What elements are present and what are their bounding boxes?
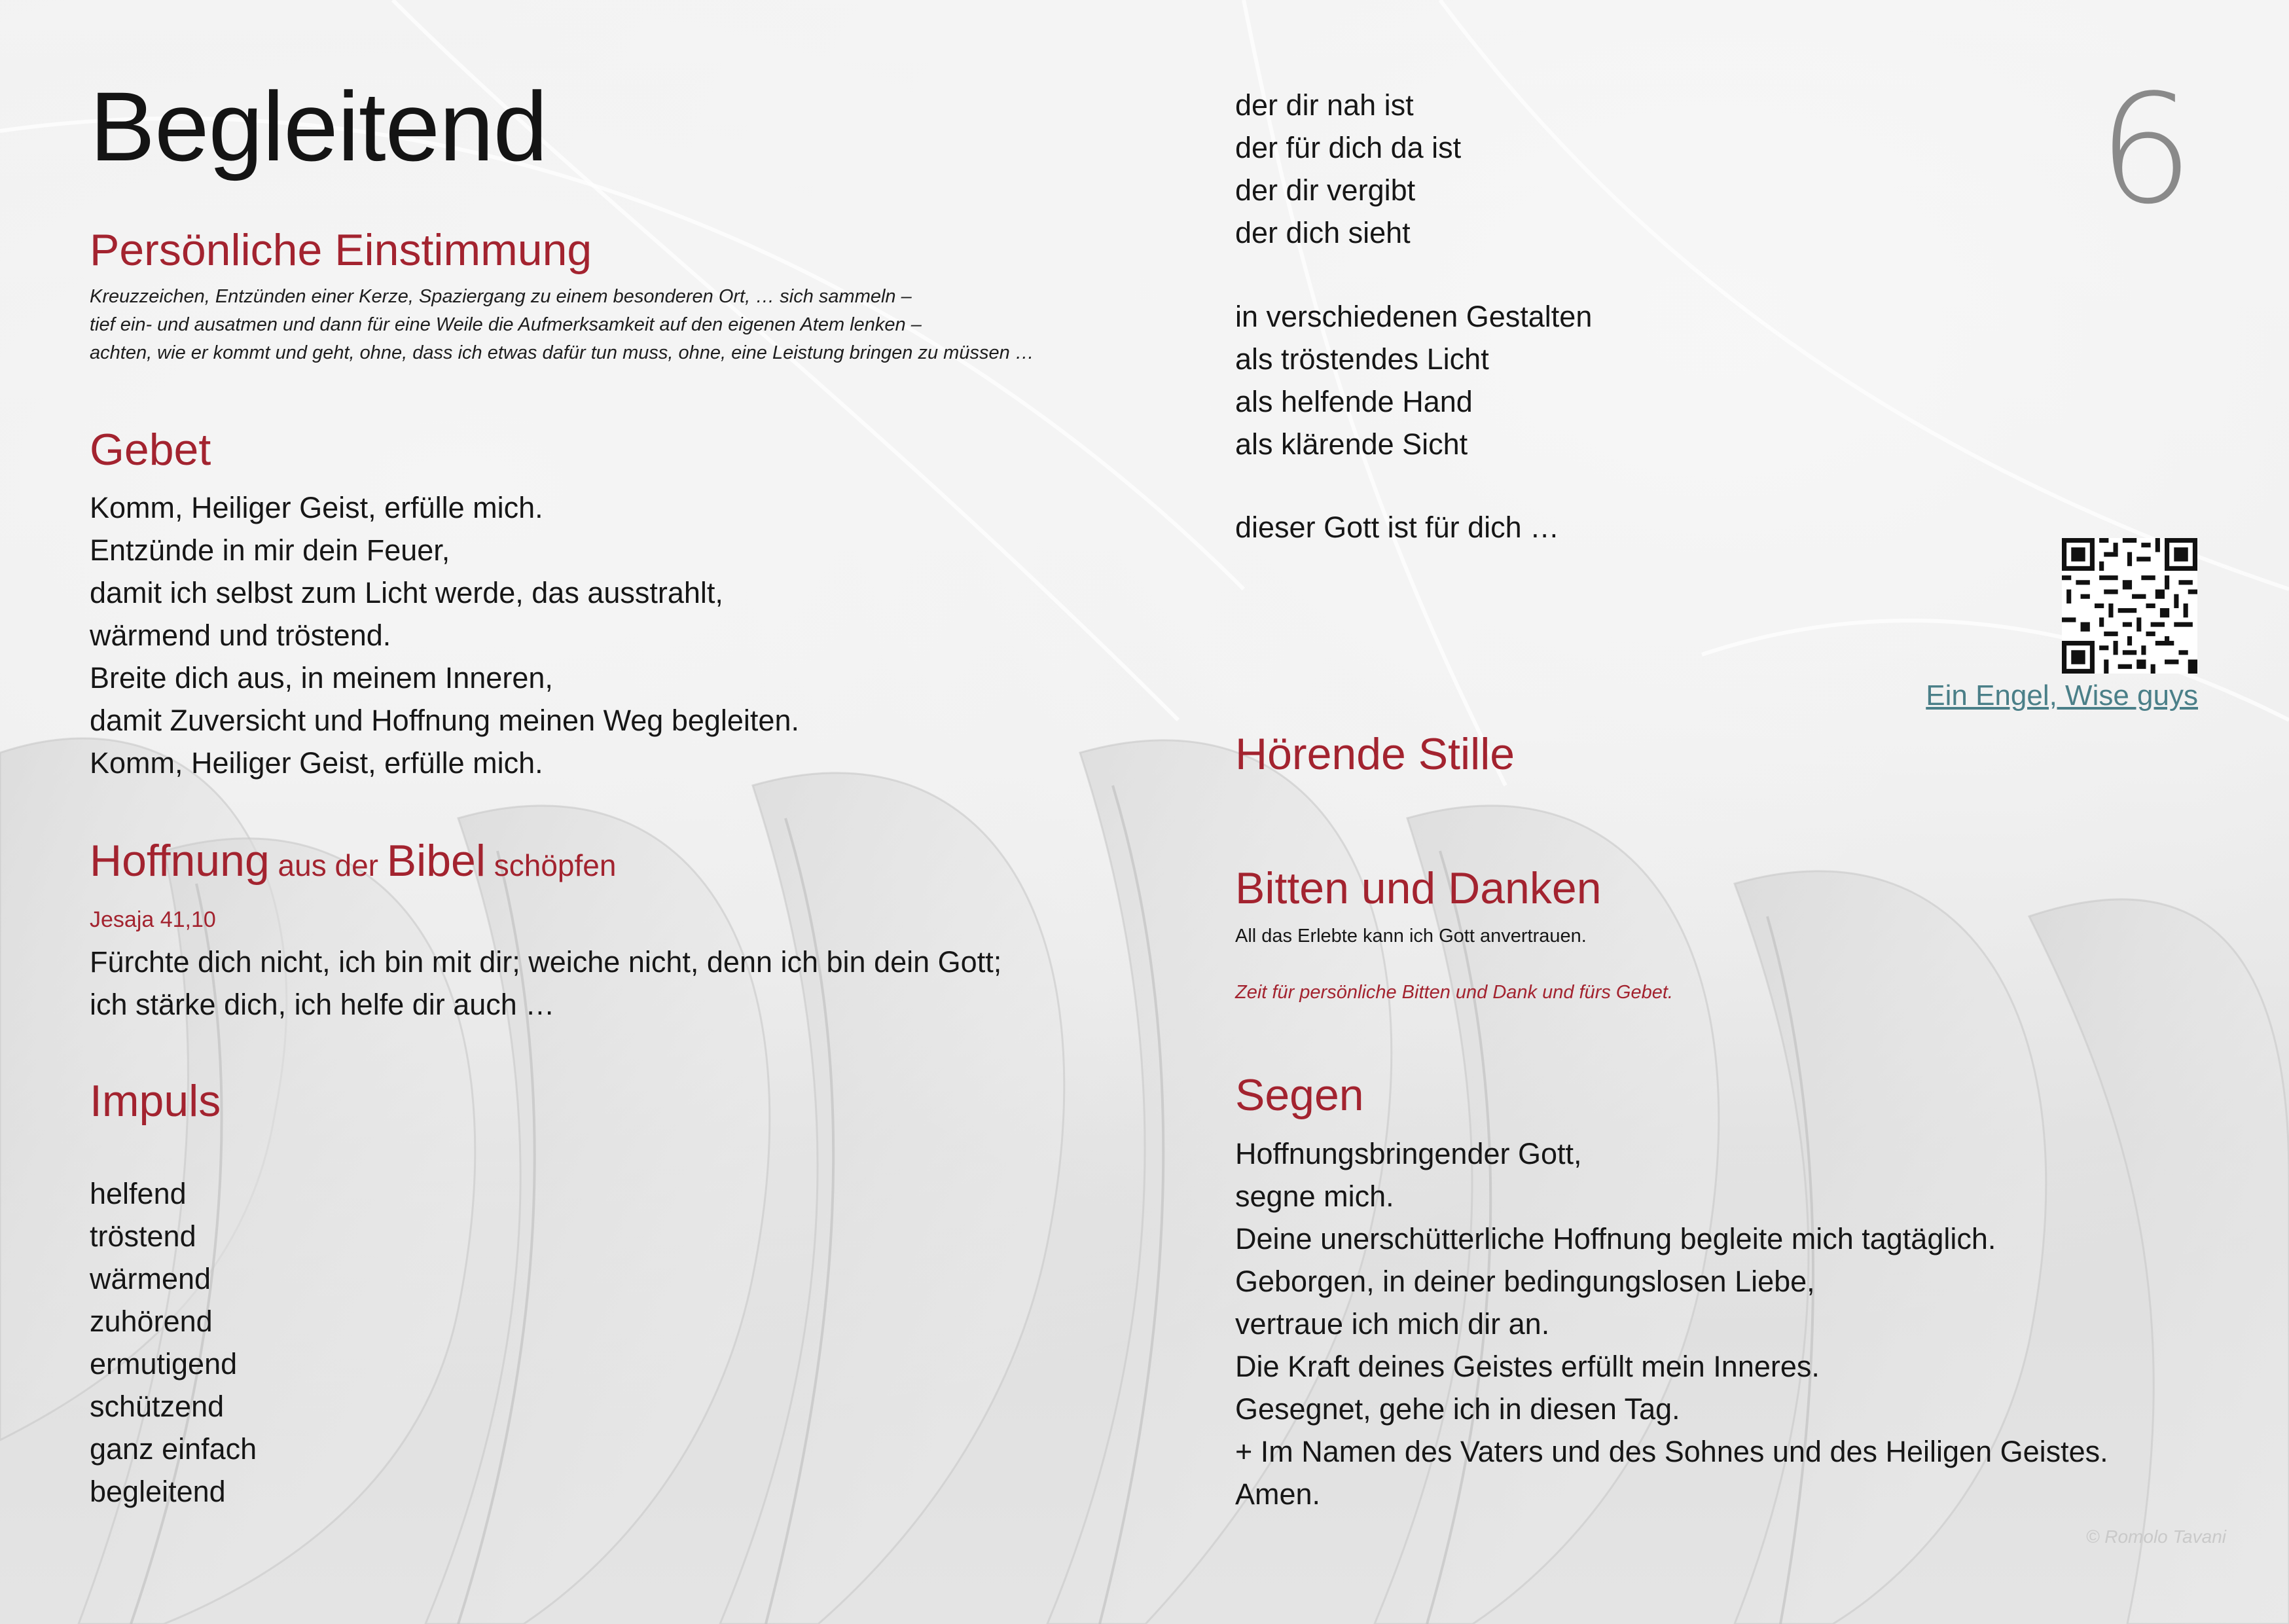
einstimmung-text: Kreuzzeichen, Entzünden einer Kerze, Spaziergang zu einem besonderen Ort, … sich sammeln – tief ein- und ausatmen und dann für eine Weile die Aufmerksamkeit auf den eigenen Atem lenken – achten, wie er kommt und geht, ohne, dass ich etwas dafür tun muss, ohne, eine Leistung bringen zu müssen …	[90, 286, 1034, 363]
qr-code-icon[interactable]	[2062, 538, 2197, 674]
section-heading-einstimmung: Persönliche Einstimmung	[90, 225, 592, 275]
bitten-note: Zeit für persönliche Bitten und Dank und fürs Gebet.	[1235, 982, 1673, 1003]
section-heading-gebet: Gebet	[90, 425, 211, 475]
media-link[interactable]: Ein Engel, Wise guys	[1926, 679, 2198, 712]
impuls-stanza-3: dieser Gott ist für dich …	[1235, 511, 1560, 544]
bitten-text: All das Erlebte kann ich Gott anvertrauen.	[1235, 926, 1587, 947]
page-number: 6	[2098, 63, 2194, 238]
segen-text: Hoffnungsbringender Gott, segne mich. Deine unerschütterliche Hoffnung begleite mich tagtäglich. Geborgen, in deiner bedingungslosen Liebe, vertraue ich mich dir an. Die Kraft deines Geistes erfüllt mein Inneres. Gesegnet, gehe ich in diesen Tag. + Im Namen des Vaters und des Sohnes und des Heiligen Geistes. Amen.	[1235, 1137, 2108, 1511]
bible-reference: Jesaja 41,10	[90, 907, 216, 932]
heading-word-hoffnung: Hoffnung	[90, 836, 270, 886]
bible-verse-text: Fürchte dich nicht, ich bin mit dir; weiche nicht, denn ich bin dein Gott; ich stärke dich, ich helfe dir auch …	[90, 945, 1002, 1021]
heading-word-bibel: Bibel	[386, 836, 486, 886]
gebet-text: Komm, Heiliger Geist, erfülle mich. Entzünde in mir dein Feuer, damit ich selbst zum Licht werde, das ausstrahlt, wärmend und tröstend. Breite dich aus, in meinem Inneren, damit Zuversicht und Hoffnung meinen Weg begleiten. Komm, Heiliger Geist, erfülle mich.	[90, 491, 799, 780]
impuls-stanza-2: in verschiedenen Gestalten als tröstendes Licht als helfende Hand als klärende Sicht	[1235, 300, 1593, 461]
section-heading-impuls: Impuls	[90, 1076, 221, 1126]
section-heading-bitten: Bitten und Danken	[1235, 863, 1602, 913]
photo-credit: © Romolo Tavani	[2085, 1526, 2226, 1547]
section-heading-segen: Segen	[1235, 1070, 1364, 1120]
impuls-text: helfend tröstend wärmend zuhörend ermutigend schützend ganz einfach begleitend	[90, 1177, 257, 1508]
section-heading-stille: Hörende Stille	[1235, 729, 1515, 779]
impuls-stanza-1: der dir nah ist der für dich da ist der dir vergibt der dich sieht	[1235, 88, 1462, 249]
heading-words-aus-der: aus der	[269, 848, 387, 882]
section-heading-hoffnung	[90, 837, 616, 886]
heading-word-schoepfen: schöpfen	[485, 848, 617, 882]
page-title: Begleitend	[90, 71, 547, 181]
